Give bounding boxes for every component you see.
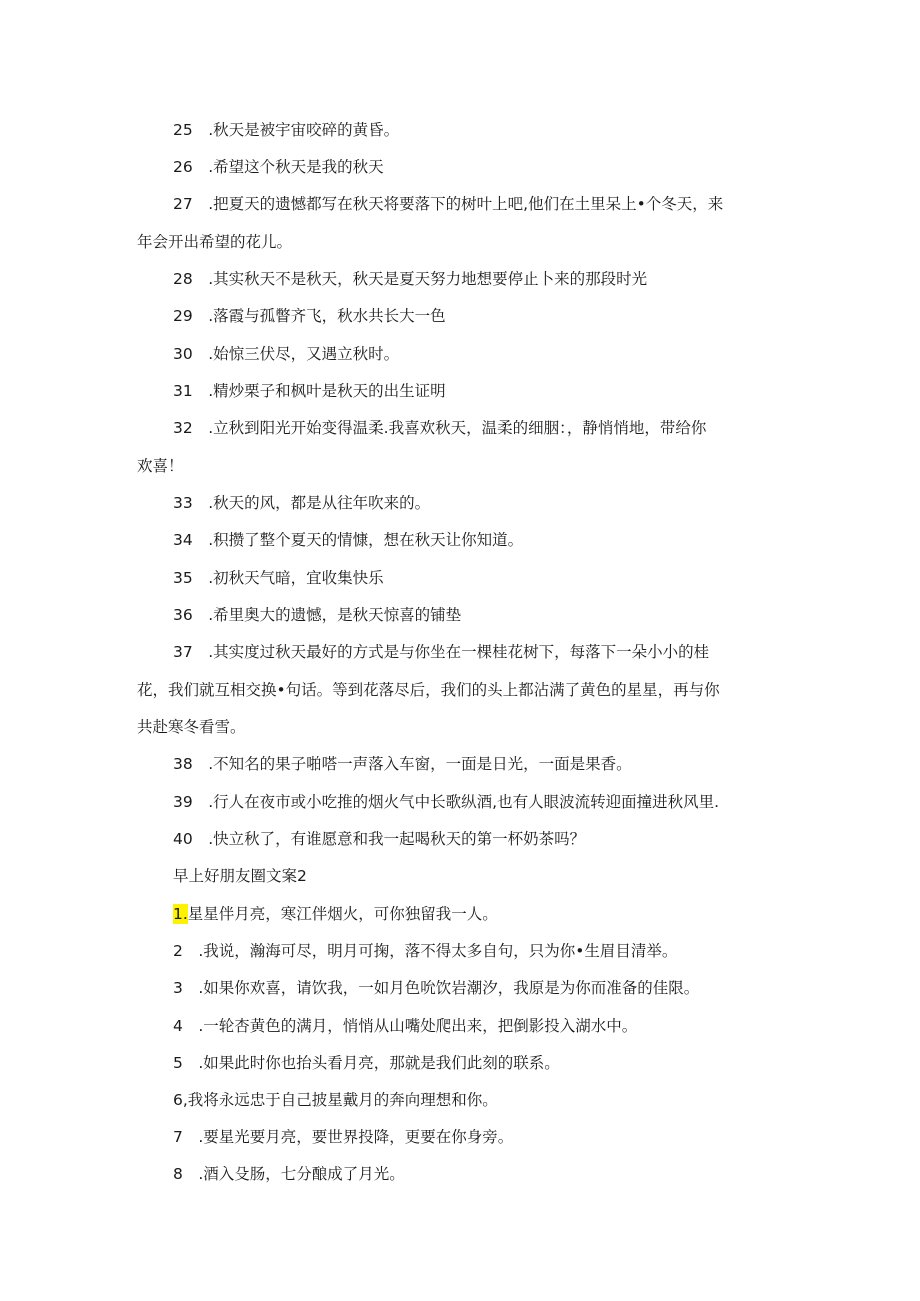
text-line-32-cont: 欢喜！ [137,457,184,475]
text-line-28: 28 .其实秋天不是秋天，秋天是夏天努力地想要停止卜来的那段时光 [173,270,648,288]
text-line-31: 31 .精炒栗子和枫叶是秋天的出生证明 [173,382,446,400]
text-line-40: 40 .快立秋了，有谁愿意和我一起喝秋天的第一杯奶茶吗？ [173,830,586,848]
text-line-35: 35 .初秋天气暗，宜收集快乐 [173,569,384,587]
text-line-27-cont: 年会开出希望的花儿。 [137,233,293,251]
text-line-34: 34 .积攒了整个夏天的情慷，想在秋天让你知道。 [173,531,524,549]
text-line-37-cont2: 共赴寒冬看雪。 [137,718,246,736]
text-line-8: 8 .酒入殳肠，七分酿成了月光。 [173,1165,405,1183]
text-line-27: 27 .把夏天的遗憾都写在秋天将要落下的树叶上吧,他们在土里呆上•个冬天，来 [173,195,724,213]
text-line-3: 3 .如果你欢喜，请饮我，一如月色吮饮岩潮汐，我原是为你而准备的佳限。 [173,979,700,997]
text-line-6: 6,我将永远忠于自己披星戴月的奔向理想和你。 [173,1091,498,1109]
text-line-29: 29 .落霞与孤瞥齐飞，秋水共长大一色 [173,307,446,325]
section-heading: 早上好朋友圈文案2 [173,867,307,885]
text-line-26: 26 .希望这个秋天是我的秋天 [173,158,384,176]
text-line-2: 2 .我说，瀚海可尽，明月可掬，落不得太多自句，只为你•生眉目清举。 [173,942,678,960]
text-line-39: 39 .行人在夜市或小吃推的烟火气中长歌纵酒,也有人眼波流转迎面撞进秋风里. [173,793,720,811]
text-line-25: 25 .秋天是被宇宙咬碎的黄昏。 [173,121,400,139]
text-line-4: 4 .一轮杏黄色的满月，悄悄从山嘴处爬出来，把倒影投入湖水中。 [173,1017,638,1035]
text-line-5: 5 .如果此时你也抬头看月亮，那就是我们此刻的联系。 [173,1054,560,1072]
text-line-30: 30 .始惊三伏尽，又遇立秋时。 [173,345,400,363]
text-line-33: 33 .秋天的风，都是从往年吹来的。 [173,494,431,512]
text-line-7: 7 .要星光要月亮，要世界投降，更要在你身旁。 [173,1128,514,1146]
text-line-1 [173,904,498,924]
text-line-1-body: 星星伴月亮，寒江伴烟火，可你独留我一人。 [187,905,498,923]
text-line-37-cont1: 花，我们就互相交换•句话。等到花落尽后，我们的头上都沾满了黄色的星星，再与你 [137,681,720,699]
text-line-32: 32 .立秋到阳光开始变得温柔.我喜欢秋天，温柔的细胭：，静悄悄地，带给你 [173,419,707,437]
text-line-38: 38 .不知名的果子啪嗒一声落入车窗，一面是日光，一面是果香。 [173,755,632,773]
text-line-36: 36 .希里奥大的遗憾，是秋天惊喜的铺垫 [173,606,462,624]
highlighted-number: 1. [173,905,188,923]
text-line-37: 37 .其实度过秋天最好的方式是与你坐在一棵桂花树下，每落下一朵小小的桂 [173,643,710,661]
